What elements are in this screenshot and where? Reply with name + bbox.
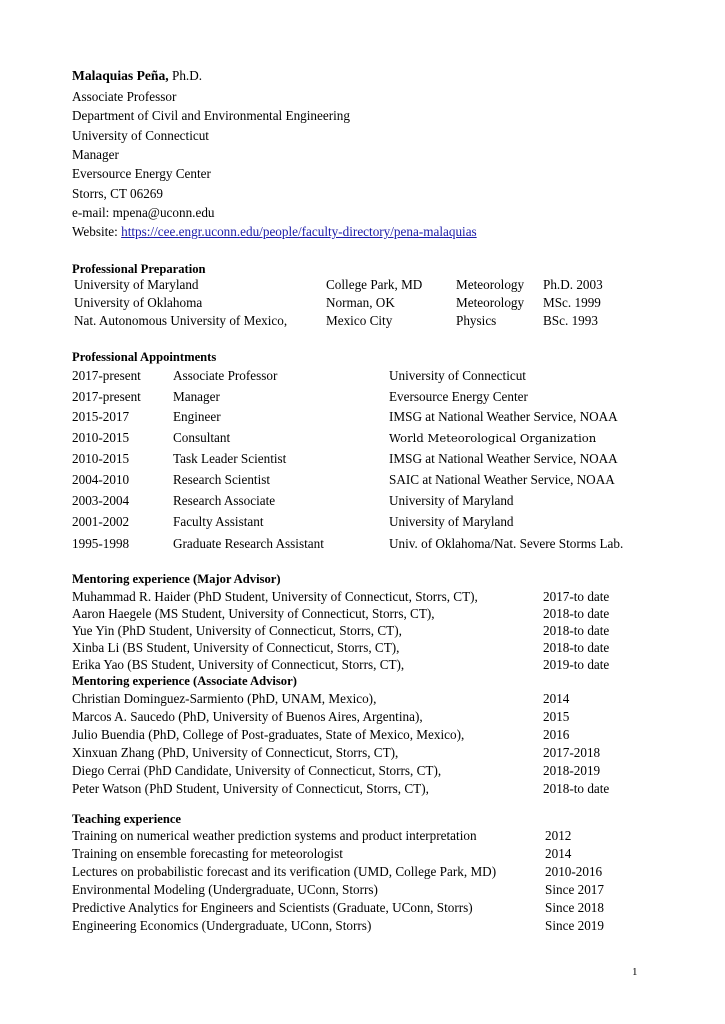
teaching-row: [0, 900, 725, 916]
position: Faculty Assistant: [173, 514, 264, 529]
period: 2012: [545, 828, 572, 843]
teaching-row: [0, 918, 725, 934]
student: Julio Buendia (PhD, College of Post-graduates, State of Mexico, Mexico),: [72, 727, 465, 742]
student: Yue Yin (PhD Student, University of Connecticut, Storrs, CT),: [72, 623, 402, 638]
student: Peter Watson (PhD Student, University of Connecticut, Storrs, CT),: [72, 781, 429, 796]
teaching-row: [0, 846, 725, 862]
period: 2019-to date: [543, 657, 610, 672]
position: Task Leader Scientist: [173, 451, 287, 466]
period: Since 2018: [545, 900, 604, 915]
period: 2018-2019: [543, 763, 601, 778]
second-position: Manager: [72, 147, 119, 162]
website-line: [72, 224, 477, 240]
period: Since 2017: [545, 882, 604, 897]
mentee-row: [0, 691, 725, 707]
years: 2017-present: [72, 389, 141, 404]
mentee-row: [0, 623, 725, 639]
appointment-row: [0, 493, 725, 509]
position: Consultant: [173, 430, 231, 445]
years: 1995-1998: [72, 536, 130, 551]
organization: University of Maryland: [389, 514, 514, 529]
field: Physics: [456, 313, 497, 328]
mentee-row: [0, 781, 725, 797]
organization: Univ. of Oklahoma/Nat. Severe Storms Lab.: [389, 536, 624, 551]
preparation-row: [0, 313, 725, 329]
mentee-row: [0, 640, 725, 656]
period: 2017-2018: [543, 745, 601, 760]
section-title: Professional Preparation: [72, 262, 206, 276]
location: Mexico City: [326, 313, 393, 328]
center: Eversource Energy Center: [72, 166, 211, 181]
university: University of Connecticut: [72, 128, 209, 143]
period: 2014: [543, 691, 570, 706]
mentee-row: [0, 709, 725, 725]
appointment-row: [0, 368, 725, 384]
section-title: Mentoring experience (Associate Advisor): [72, 674, 297, 688]
mentee-row: [0, 763, 725, 779]
position: Graduate Research Assistant: [173, 536, 324, 551]
years: 2015-2017: [72, 409, 130, 424]
years: 2003-2004: [72, 493, 130, 508]
title-position: Associate Professor: [72, 89, 177, 104]
section-title: Professional Appointments: [72, 350, 217, 364]
location: College Park, MD: [326, 277, 423, 292]
email: e-mail: mpena@uconn.edu: [72, 205, 215, 220]
degree: BSc. 1993: [543, 313, 598, 328]
field: Meteorology: [456, 295, 525, 310]
student: Christian Dominguez-Sarmiento (PhD, UNAM, Mexico),: [72, 691, 377, 706]
preparation-row: [0, 295, 725, 311]
appointment-row: [0, 514, 725, 530]
period: 2015: [543, 709, 570, 724]
student: Aaron Haegele (MS Student, University of Connecticut, Storrs, CT),: [72, 606, 435, 621]
course: Predictive Analytics for Engineers and Scientists (Graduate, UConn, Storrs): [72, 900, 473, 915]
organization: World Meteorological Organization: [389, 431, 597, 445]
period: 2018-to date: [543, 606, 610, 621]
course: Engineering Economics (Undergraduate, UConn, Storrs): [72, 918, 372, 933]
position: Manager: [173, 389, 220, 404]
department: Department of Civil and Environmental Engineering: [72, 108, 350, 123]
appointment-row: [0, 409, 725, 425]
position: Associate Professor: [173, 368, 278, 383]
teaching-row: [0, 864, 725, 880]
period: Since 2019: [545, 918, 604, 933]
position: Research Associate: [173, 493, 276, 508]
period: 2016: [543, 727, 570, 742]
organization: IMSG at National Weather Service, NOAA: [389, 451, 618, 466]
years: 2004-2010: [72, 472, 130, 487]
section-title: Teaching experience: [72, 812, 182, 826]
student: Erika Yao (BS Student, University of Connecticut, Storrs, CT),: [72, 657, 405, 672]
address: Storrs, CT 06269: [72, 186, 163, 201]
author-name-line: [72, 68, 202, 84]
period: 2018-to date: [543, 623, 610, 638]
location: Norman, OK: [326, 295, 395, 310]
course: Training on numerical weather prediction systems and product interpretation: [72, 828, 477, 843]
author-name: Malaquias Peña,: [72, 68, 169, 83]
appointment-row: [0, 472, 725, 488]
organization: SAIC at National Weather Service, NOAA: [389, 472, 615, 487]
institution: University of Oklahoma: [74, 295, 203, 310]
website-label: Website:: [72, 224, 122, 239]
teaching-row: [0, 882, 725, 898]
appointment-row: [0, 389, 725, 405]
degree: Ph.D. 2003: [543, 277, 603, 292]
period: 2018-to date: [543, 781, 610, 796]
organization: University of Connecticut: [389, 368, 526, 383]
course: Lectures on probabilistic forecast and its verification (UMD, College Park, MD): [72, 864, 497, 879]
period: 2014: [545, 846, 572, 861]
period: 2010-2016: [545, 864, 603, 879]
website-link[interactable]: https://cee.engr.uconn.edu/people/faculty-directory/pena-malaquias: [121, 224, 477, 239]
organization: IMSG at National Weather Service, NOAA: [389, 409, 618, 424]
course: Environmental Modeling (Undergraduate, UConn, Storrs): [72, 882, 378, 897]
appointment-row: [0, 451, 725, 467]
preparation-row: [0, 277, 725, 293]
course: Training on ensemble forecasting for meteorologist: [72, 846, 343, 861]
author-degree: Ph.D.: [168, 68, 203, 83]
organization: Eversource Energy Center: [389, 389, 528, 404]
field: Meteorology: [456, 277, 525, 292]
position: Engineer: [173, 409, 221, 424]
student: Marcos A. Saucedo (PhD, University of Buenos Aires, Argentina),: [72, 709, 423, 724]
years: 2001-2002: [72, 514, 130, 529]
page-number: 1: [632, 966, 638, 978]
organization: University of Maryland: [389, 493, 514, 508]
institution: Nat. Autonomous University of Mexico,: [74, 313, 288, 328]
student: Diego Cerrai (PhD Candidate, University of Connecticut, Storrs, CT),: [72, 763, 442, 778]
mentee-row: [0, 606, 725, 622]
period: 2018-to date: [543, 640, 610, 655]
institution: University of Maryland: [74, 277, 199, 292]
period: 2017-to date: [543, 589, 610, 604]
teaching-row: [0, 828, 725, 844]
mentee-row: [0, 727, 725, 743]
years: 2017-present: [72, 368, 141, 383]
student: Muhammad R. Haider (PhD Student, University of Connecticut, Storrs, CT),: [72, 589, 478, 604]
section-title: Mentoring experience (Major Advisor): [72, 572, 281, 586]
position: Research Scientist: [173, 472, 271, 487]
mentee-row: [0, 589, 725, 605]
appointment-row: [0, 536, 725, 552]
years: 2010-2015: [72, 430, 130, 445]
years: 2010-2015: [72, 451, 130, 466]
student: Xinxuan Zhang (PhD, University of Connecticut, Storrs, CT),: [72, 745, 399, 760]
degree: MSc. 1999: [543, 295, 601, 310]
student: Xinba Li (BS Student, University of Connecticut, Storrs, CT),: [72, 640, 400, 655]
mentee-row: [0, 745, 725, 761]
mentee-row: [0, 657, 725, 673]
appointment-row: [0, 430, 725, 446]
